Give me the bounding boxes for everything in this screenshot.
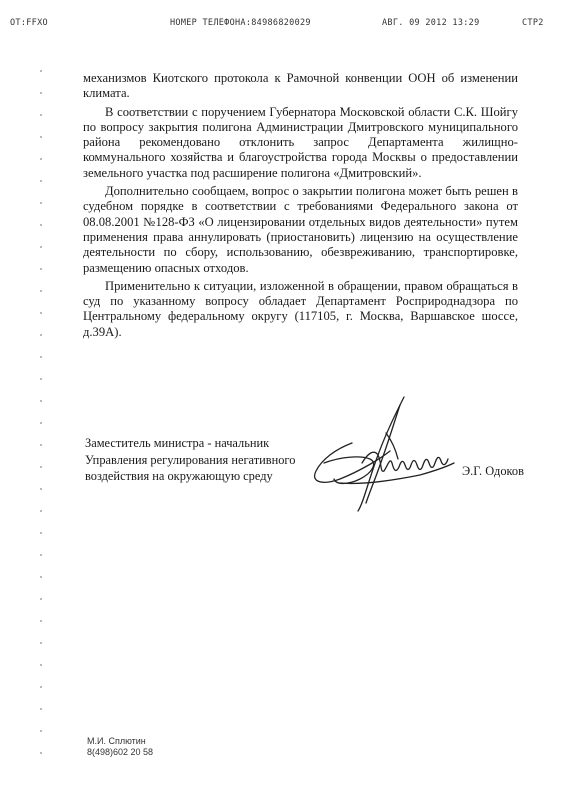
letter-body [83,71,518,340]
executor-phone: 8(498)602 20 58 [87,747,154,757]
paragraph-continuation: механизмов Киотского протокола к Рамочной конвенции ООН об изменении климата. [83,71,518,101]
handwritten-signature [300,393,460,513]
signatory-title-line: воздействия на окружающую среду [85,469,273,483]
paragraph-governor-instruction: В соответствии с поручением Губернатора Московской области С.К. Шойгу по вопросу закрытия полигона Администрации Дмитровского муниципального района рекомендовано отклонить запрос Департамента жилищно-коммунального хозяйства и благоустройства города Москвы о предоставлении земельного участка под расширение полигона «Дмитровский». [83,104,518,180]
paragraph-responsible-department: Применительно к ситуации, изложенной в обращении, правом обращаться в суд по указанному вопросу обладает Департамент Росприроднадзора по Центральному федеральному округу (117105, г. Москва, Варшавское шоссе, д.39А). [83,278,518,339]
signatory-title [85,435,325,485]
executor-name: М.И. Сплютин [87,736,146,746]
fax-sender: ОТ:FFXO [10,18,48,28]
paragraph-court-procedure: Дополнительно сообщаем, вопрос о закрытии полигона может быть решен в судебном порядке в соответствии с требованиями Федерального закона от 08.08.2001 №128-ФЗ «О лицензировании отдельных видов деятельности» путем применения права аннулировать (приостановить) лицензию на осуществление деятельности по сбору, использованию, обезвреживанию, транспортировке, размещению опасных отходов. [83,184,518,275]
fax-header [10,18,556,32]
signatory-name: Э.Г. Одоков [462,464,524,478]
signatory-title-line: Управления регулирования негативного [85,452,296,467]
signatory-title-line: Заместитель министра - начальник [85,436,270,450]
scan-margin-dots [40,60,42,760]
executor-info [87,736,153,758]
fax-date-time: АВГ. 09 2012 13:29 [382,18,480,28]
fax-page-number: СТР2 [522,18,544,28]
fax-phone-number: НОМЕР ТЕЛЕФОНА:84986820029 [170,18,311,28]
